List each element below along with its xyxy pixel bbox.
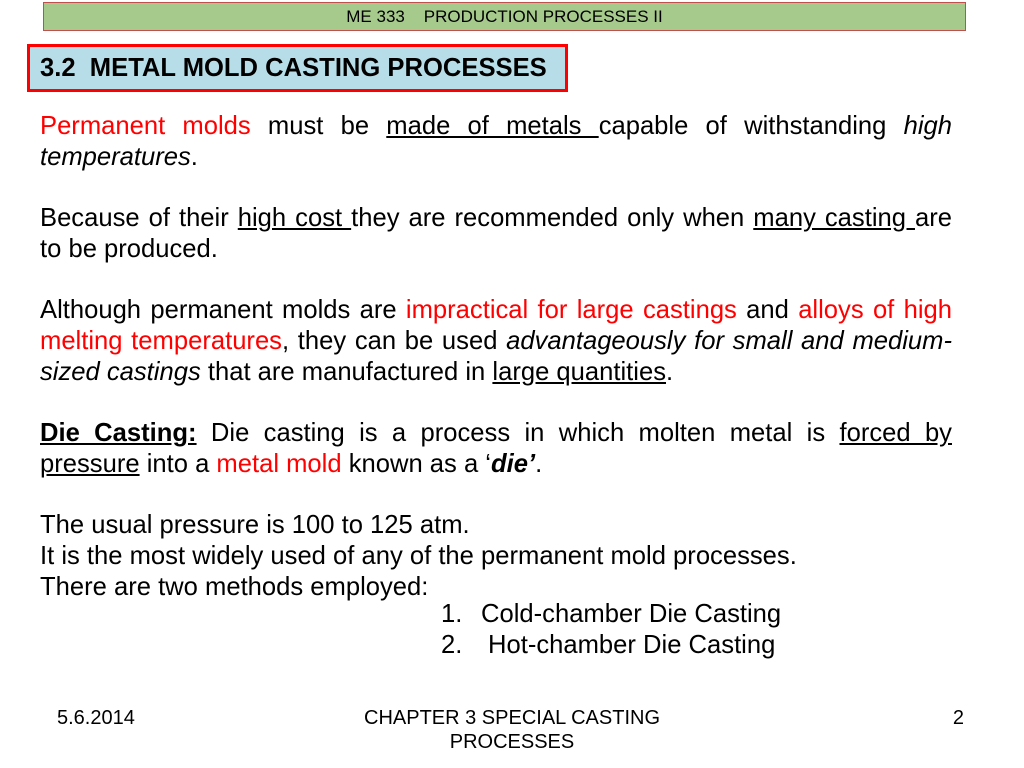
footer-chapter-title: CHAPTER 3 SPECIAL CASTING PROCESSES: [364, 707, 660, 753]
high-melting-alloys-highlight: alloys of high melting temperatures: [40, 296, 953, 355]
footer-date: 5.6.2014: [57, 707, 135, 729]
text-run: Because of their: [40, 204, 238, 233]
text-run: they are recommended only when: [351, 204, 754, 233]
text-run: that are manufactured in: [200, 357, 493, 386]
large-quantities-underline: large quantities: [492, 357, 666, 386]
die-term: die’: [490, 449, 536, 478]
pressure-line: The usual pressure is 100 to 125 atm.: [40, 511, 470, 540]
text-run: must be: [250, 112, 387, 140]
text-run: .: [666, 357, 674, 386]
permanent-molds-highlight: Permanent molds: [40, 112, 251, 140]
paragraph-die-casting: [40, 418, 952, 479]
many-casting-underline: many casting: [753, 204, 915, 233]
most-widely-used-line: It is the most widely used of any of the permanent mold processes.: [40, 541, 797, 570]
paragraph-permanent-molds: [40, 111, 952, 172]
list-number: 2.: [441, 631, 463, 660]
high-temperatures-italic: high temperatures: [40, 112, 953, 171]
slide-body: [40, 111, 952, 661]
text-run: are to be produced.: [40, 204, 952, 263]
text-run: Although permanent molds are: [40, 296, 406, 325]
small-medium-castings-italic: advantageously for small and medium-sized castings: [40, 326, 952, 386]
method-label: Hot-chamber Die Casting: [488, 631, 776, 660]
text-run: into a: [139, 449, 217, 478]
method-label: Cold-chamber Die Casting: [481, 600, 782, 629]
slide-number: 2: [952, 707, 964, 729]
section-title-box: [27, 44, 568, 92]
section-title: 3.2 METAL MOLD CASTING PROCESSES: [40, 54, 547, 82]
method-item: [40, 630, 952, 661]
paragraph-high-cost: [40, 203, 952, 264]
methods-list: [40, 599, 952, 660]
text-run: and: [736, 296, 799, 325]
course-header-bar: [43, 2, 966, 31]
method-item: [40, 599, 952, 630]
metal-mold-highlight: metal mold: [216, 449, 342, 478]
text-run: , they can be used: [281, 326, 507, 355]
text-run: .: [190, 142, 198, 171]
text-run: known as a ‘: [341, 449, 491, 478]
text-run: .: [535, 449, 543, 478]
methods-intro-line: There are two methods employed:: [40, 572, 429, 601]
impractical-large-castings-highlight: impractical for large castings: [405, 296, 737, 325]
paragraph-limitations: [40, 295, 952, 387]
list-number: 1.: [441, 600, 463, 629]
high-cost-underline: high cost: [237, 204, 352, 233]
die-casting-heading: Die Casting:: [40, 419, 197, 448]
text-run: capable of withstanding: [598, 112, 904, 140]
course-title: ME 333 PRODUCTION PROCESSES II: [346, 7, 663, 26]
forced-by-pressure-underline: forced by pressure: [40, 419, 952, 478]
text-run: Die casting is a process in which molten metal is: [196, 419, 840, 448]
made-of-metals-underline: made of metals: [386, 112, 599, 140]
